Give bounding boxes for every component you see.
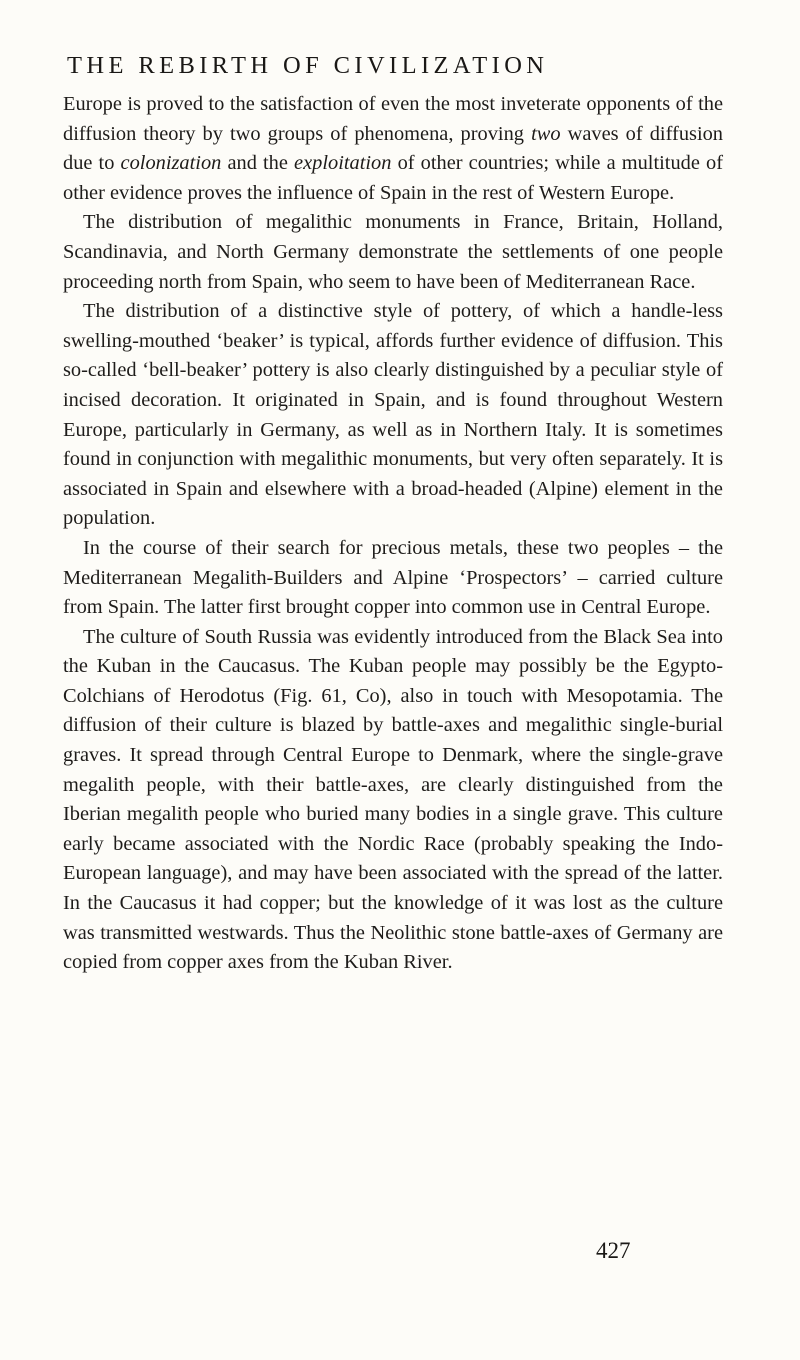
body-text: [63, 90, 723, 978]
book-page: [63, 50, 723, 978]
text-segment: waves of diffusion due to: [63, 122, 723, 175]
paragraph-3: [63, 297, 723, 534]
text-segment: of other countries; while a multitude of other evidence proves the influence of Spain in the rest of Western Europe.: [63, 152, 724, 204]
paragraph-1: [63, 90, 723, 208]
italic-term-colonization: colonization: [120, 152, 222, 175]
page-number: 427: [596, 1238, 631, 1263]
text-segment: In the course of their search for precious metals, these two peoples – the Mediterranean Megalith-Builders and Alpine ‘Prospectors’ – carried culture from Spain. The latter first brought copper into common use in Central Europe.: [63, 536, 723, 619]
italic-term-two: two: [531, 122, 561, 145]
text-segment: and the: [221, 152, 295, 175]
italic-term-exploitation: exploitation: [294, 152, 392, 175]
paragraph-5: [63, 623, 723, 978]
text-segment: The culture of South Russia was evidently introduced from the Black Sea into the Kuban in the Caucasus. The Kuban people may possibly be the Egypto-Colchians of Herodotus (Fig. 61, Co), also in touch with Mesopotamia. The diffusion of their culture is blazed by battle-axes and megalithic single-burial graves. It spread through Central Europe to Denmark, where the single-grave megalith people, with their battle-axes, are clearly distinguished from the Iberian megalith people who buried many bodies in a single grave. This culture early became associated with the Nordic Race (probably speaking the Indo-European language), and may have been associated with the spread of the latter. In the Caucasus it had copper; but the knowledge of it was lost as the culture was transmitted westwards. Thus the Neolithic stone battle-axes of Germany are copied from copper axes from the Kuban River.: [63, 625, 723, 974]
paragraph-2: [63, 208, 723, 297]
paragraph-4: [63, 534, 723, 623]
text-segment: The distribution of megalithic monuments in France, Britain, Holland, Scandinavia, and North Germany demonstrate the settlements of one people proceeding north from Spain, who seem to have been of Mediterranean Race.: [63, 211, 723, 293]
text-segment: Europe is proved to the satisfaction of even the most inveterate opponents of the diffusion theory by two groups of phenomena, proving: [63, 93, 723, 145]
running-head: THE REBIRTH OF CIVILIZATION: [67, 52, 549, 79]
text-segment: The distribution of a distinctive style of pottery, of which a handle-less swelling-mouthed ‘beaker’ is typical, affords further evidence of diffusion. This so-called ‘bell-beaker’ pottery is also clearly distinguished by a peculiar style of incised decoration. It originated in Spain, and is found throughout Western Europe, particularly in Germany, as well as in Northern Italy. It is sometimes found in conjunction with megalithic monuments, but very often separately. It is associated in Spain and elsewhere with a broad-headed (Alpine) element in the population.: [63, 300, 723, 530]
